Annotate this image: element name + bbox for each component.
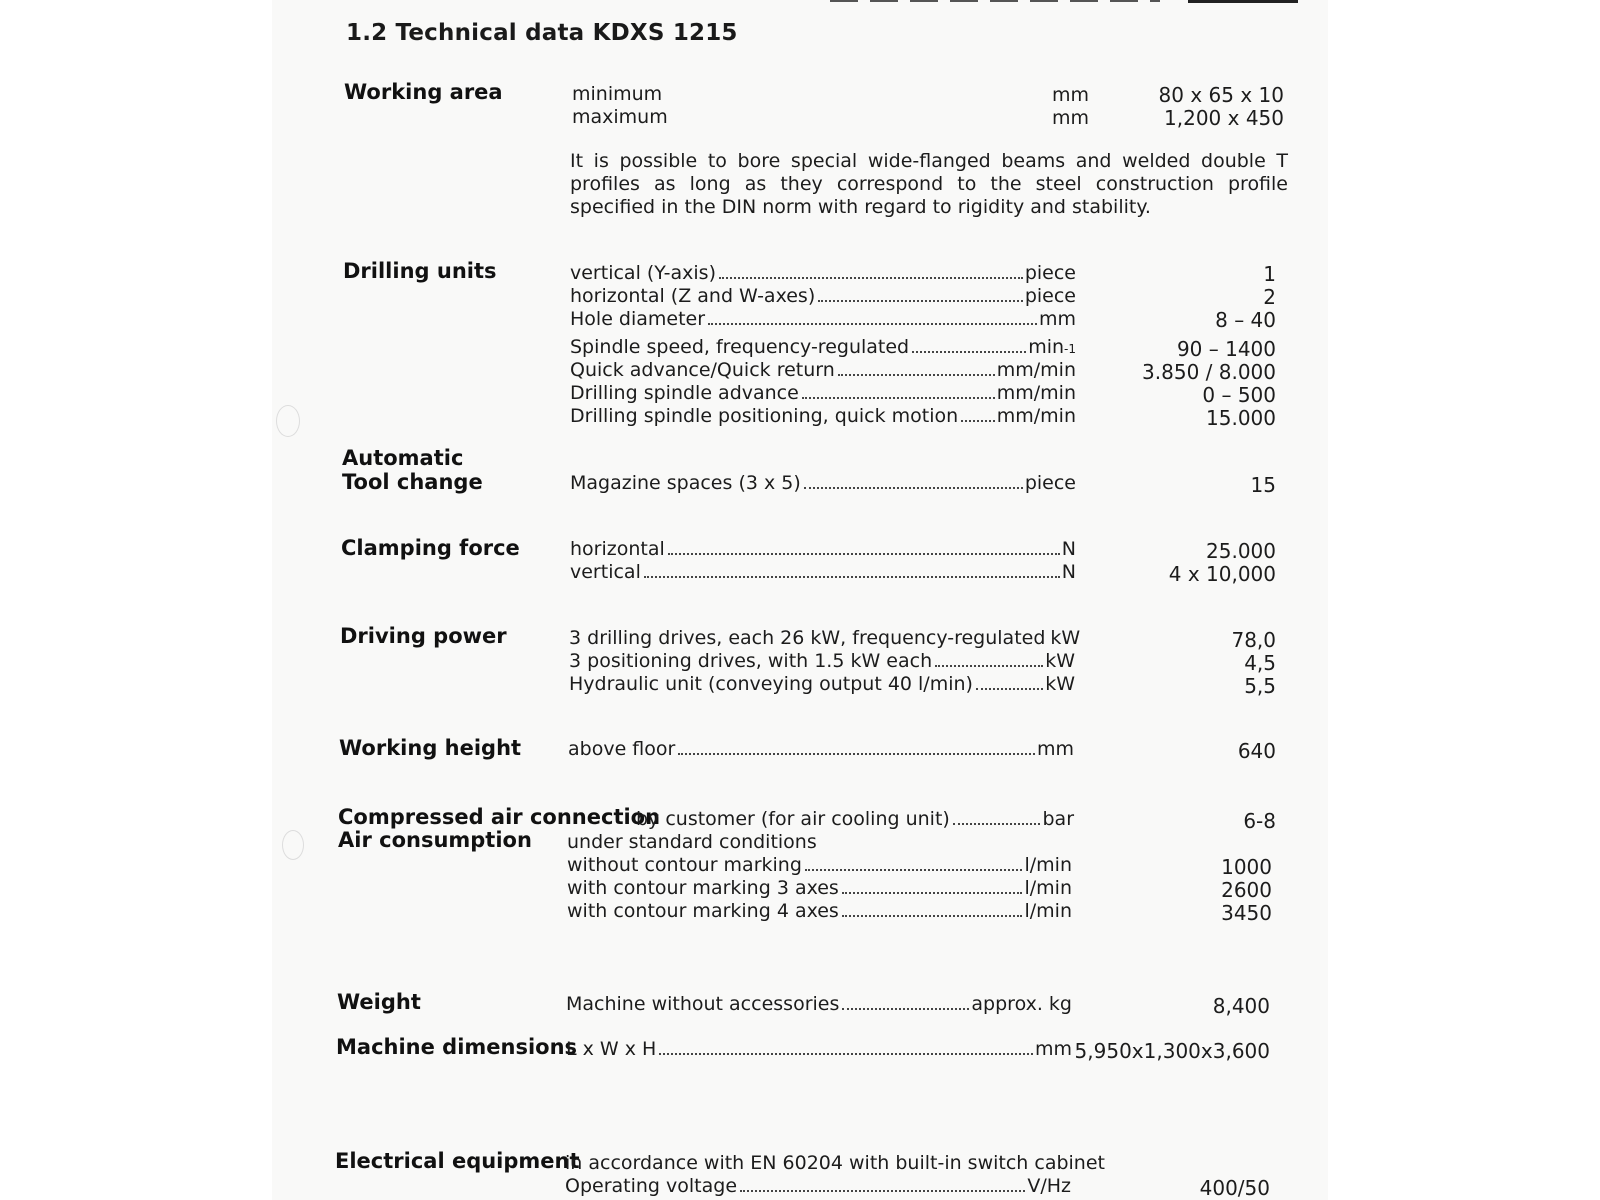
spec-desc: Drilling spindle advance	[570, 382, 799, 404]
spec-value: 3.850 / 8.000	[1142, 360, 1276, 384]
spec-row	[566, 993, 1072, 1015]
spec-unit: mm/min	[996, 359, 1076, 381]
spec-row	[568, 738, 1074, 760]
section-label-working-height: Working height	[339, 736, 522, 760]
spec-value: 2	[1263, 285, 1276, 309]
spec-desc: minimum	[572, 83, 663, 105]
spec-row	[569, 627, 1081, 649]
spec-row	[565, 1175, 1071, 1197]
spec-value: 25.000	[1206, 539, 1276, 563]
spec-desc: L x W x H	[566, 1038, 657, 1060]
page-title: 1.2 Technical data KDXS 1215	[346, 20, 738, 46]
spec-unit: kW	[1045, 650, 1075, 672]
spec-value: 6-8	[1243, 809, 1276, 833]
spec-value: 2600	[1221, 878, 1272, 902]
spec-row	[570, 359, 1076, 381]
spec-unit: mm/min	[996, 382, 1076, 404]
spec-value: 78,0	[1231, 628, 1276, 652]
spec-value: 5,950x1,300x3,600	[1074, 1039, 1270, 1063]
spec-value: 15	[1250, 473, 1276, 497]
spec-desc: without contour marking	[567, 854, 802, 876]
spec-desc: Magazine spaces (3 x 5)	[570, 472, 801, 494]
spec-unit: l/min	[1024, 900, 1072, 922]
spec-row	[570, 285, 1076, 307]
spec-desc: Machine without accessories	[566, 993, 840, 1015]
section-label-tool-change-line1: Automatic	[342, 446, 464, 470]
spec-unit: piece	[1024, 285, 1076, 307]
spec-unit: mm	[1052, 107, 1090, 129]
spec-value: 8,400	[1212, 994, 1270, 1018]
spec-row	[567, 900, 1072, 922]
spec-unit: mm	[1038, 308, 1076, 330]
spec-row	[567, 854, 1072, 876]
top-edge-bar	[1188, 0, 1298, 3]
spec-unit: mm	[1034, 1038, 1072, 1060]
spec-unit: l/min	[1024, 877, 1072, 899]
spec-unit: approx. kg	[971, 993, 1072, 1015]
spec-unit: piece	[1024, 472, 1076, 494]
spec-value: 80 x 65 x 10	[1158, 83, 1284, 107]
spec-value: 0 – 500	[1202, 383, 1276, 407]
spec-desc: vertical (Y-axis)	[570, 262, 716, 284]
section-label-machine-dimensions: Machine dimensions	[336, 1035, 578, 1059]
spec-unit: kW	[1050, 627, 1081, 649]
spec-value: 90 – 1400	[1176, 337, 1276, 361]
air-consumption-subheading: under standard conditions	[567, 831, 817, 853]
spec-row	[570, 538, 1076, 560]
spec-unit: l/min	[1024, 854, 1072, 876]
spec-unit: mm	[1036, 738, 1074, 760]
top-edge-artifact	[830, 0, 1160, 2]
section-label-weight: Weight	[337, 990, 421, 1014]
spec-value: 1	[1263, 262, 1276, 286]
spec-row	[570, 472, 1076, 494]
spec-desc: vertical	[570, 561, 641, 583]
punch-hole-mark	[276, 405, 300, 437]
spec-desc: above floor	[568, 738, 676, 760]
spec-value: 1000	[1221, 855, 1272, 879]
section-label-drilling-units: Drilling units	[343, 259, 497, 283]
spec-desc: with contour marking 4 axes	[567, 900, 839, 922]
spec-desc: 3 positioning drives, with 1.5 kW each	[569, 650, 933, 672]
spec-value: 4 x 10,000	[1168, 562, 1276, 586]
section-label-tool-change-line2: Tool change	[342, 470, 483, 494]
spec-desc: Hydraulic unit (conveying output 40 l/min)	[569, 673, 973, 695]
spec-row	[569, 673, 1075, 695]
punch-hole-mark	[282, 830, 304, 860]
section-label-clamping-force: Clamping force	[341, 536, 520, 560]
spec-desc: maximum	[572, 106, 668, 128]
spec-value: 8 – 40	[1215, 308, 1276, 332]
spec-row	[570, 382, 1076, 404]
section-label-air-consumption: Air consumption	[338, 828, 532, 852]
spec-desc: Operating voltage	[565, 1175, 738, 1197]
spec-value: 400/50	[1199, 1176, 1270, 1200]
spec-row: Spindle speed, frequency-regulated min -1	[570, 336, 1076, 358]
spec-row	[569, 650, 1075, 672]
spec-desc: Quick advance/Quick return	[570, 359, 835, 381]
spec-row	[570, 308, 1076, 330]
section-label-compressed-air: Compressed air connection	[338, 805, 661, 829]
spec-unit: kW	[1045, 673, 1075, 695]
spec-unit: N	[1061, 538, 1076, 560]
spec-row	[570, 561, 1076, 583]
spec-unit: mm/min	[996, 405, 1076, 427]
spec-unit: piece	[1024, 262, 1076, 284]
spec-value: 4,5	[1244, 651, 1276, 675]
spec-value: 3450	[1221, 901, 1272, 925]
section-label-electrical-equipment: Electrical equipment	[335, 1149, 580, 1173]
spec-value: 640	[1237, 739, 1276, 763]
working-area-note: It is possible to bore special wide-flanged beams and welded double T profiles as long as they correspond to the steel construction profile specified in the DIN norm with regard to rigidity and stability.	[570, 150, 1288, 218]
spec-row	[570, 405, 1076, 427]
section-label-working-area: Working area	[344, 80, 503, 104]
spec-unit: bar	[1042, 808, 1074, 830]
electrical-desc: in accordance with EN 60204 with built-in switch cabinet	[565, 1152, 1105, 1174]
spec-value: 1,200 x 450	[1164, 106, 1284, 130]
spec-desc: 3 drilling drives, each 26 kW, frequency-regulated	[569, 627, 1046, 649]
spec-desc: horizontal (Z and W-axes)	[570, 285, 816, 307]
spec-row	[566, 1038, 1072, 1060]
section-label-driving-power: Driving power	[340, 624, 507, 648]
spec-unit: V/Hz	[1027, 1175, 1071, 1197]
spec-value: 5,5	[1244, 674, 1276, 698]
spec-desc: by customer (for air cooling unit)	[636, 808, 950, 830]
spec-unit: mm	[1052, 84, 1090, 106]
spec-desc: Spindle speed, frequency-regulated	[570, 336, 910, 358]
spec-desc: horizontal	[570, 538, 665, 560]
spec-unit: min	[1028, 336, 1065, 358]
spec-desc: Drilling spindle positioning, quick motion	[570, 405, 959, 427]
spec-row	[567, 877, 1072, 899]
spec-desc: Hole diameter	[570, 308, 706, 330]
spec-row	[570, 262, 1076, 284]
spec-desc: with contour marking 3 axes	[567, 877, 839, 899]
spec-row	[636, 808, 1074, 830]
spec-value: 15.000	[1206, 406, 1276, 430]
spec-unit: N	[1061, 561, 1076, 583]
